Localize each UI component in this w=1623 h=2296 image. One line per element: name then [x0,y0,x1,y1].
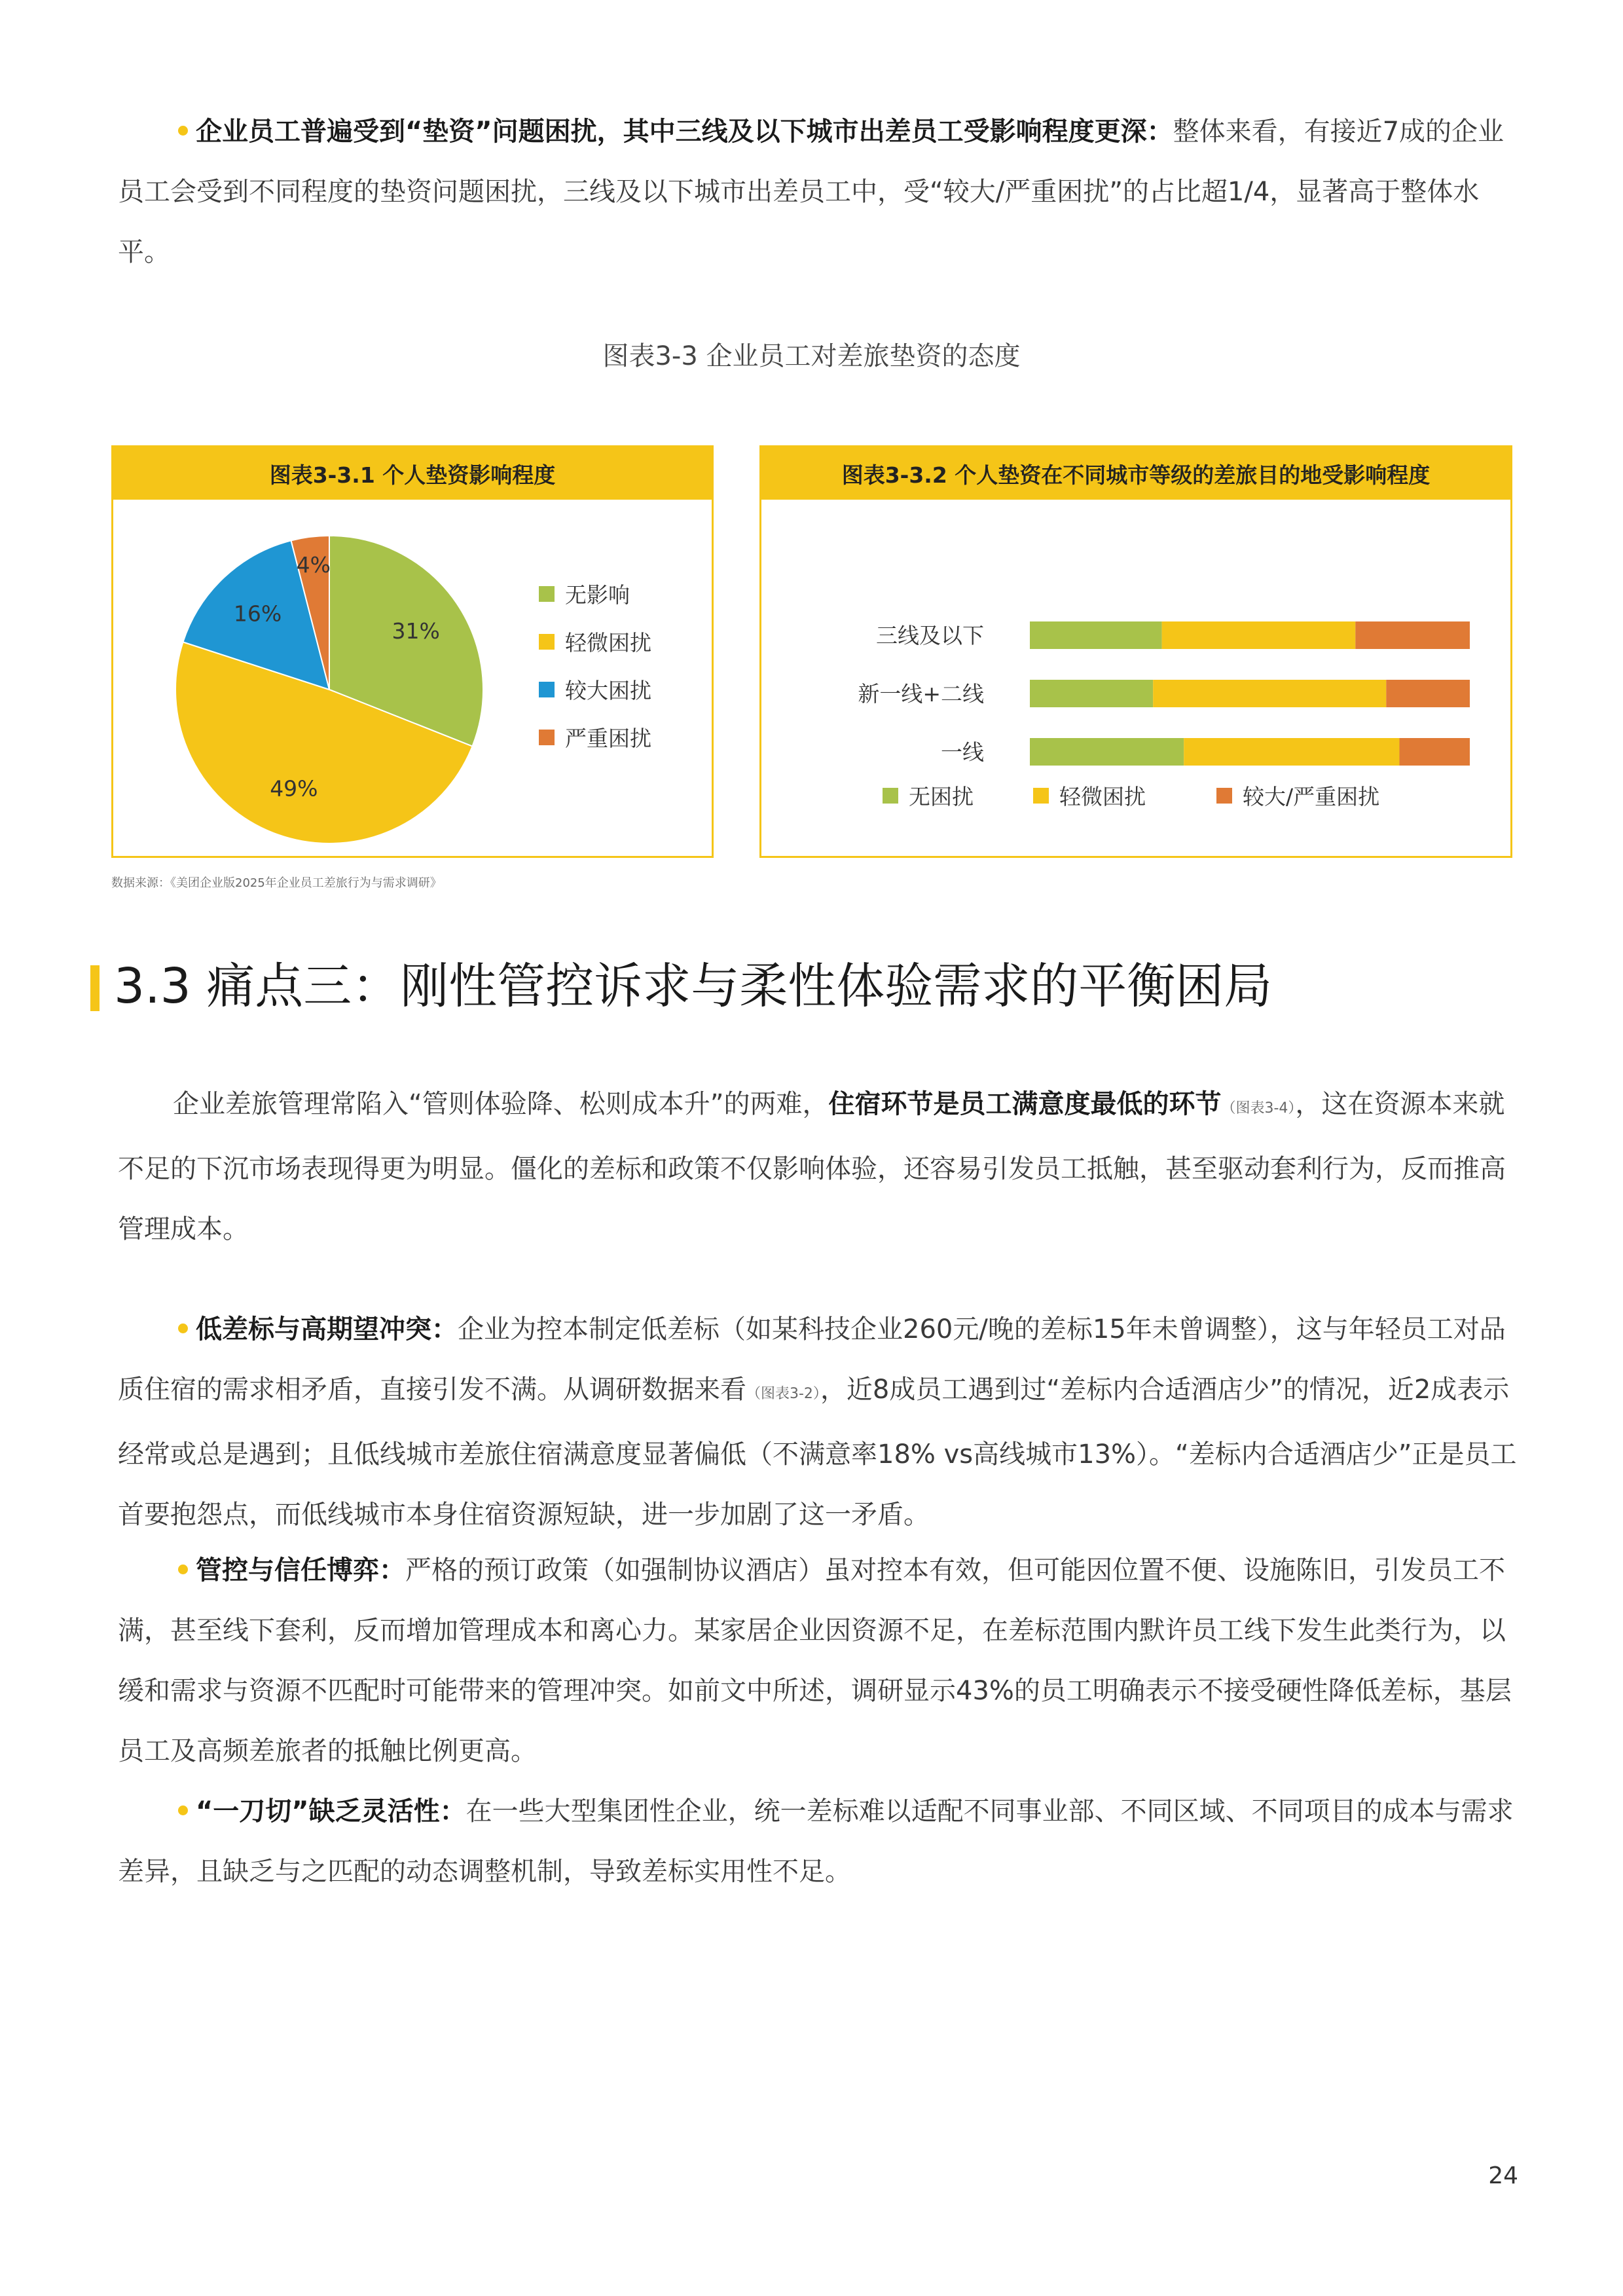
bar-legend-item [883,780,974,811]
legend-label: 轻微困扰 [1059,784,1146,809]
legend-swatch [539,682,555,697]
bullet1-body-b: ，近8成员工遇到过“差标内合适酒店少”的情况，近2成表示经常或总是遇到；且低线城市差旅住宿满意度显著偏低（不满意率18% vs高线城市13%）。“差标内合适酒店少”正是员工首要抱怨点，而低线城市本身住宿资源短缺，进一步加剧了这一矛盾。 [118,1375,1517,1530]
pie-legend-item [539,674,651,705]
page-number: 24 [1488,2162,1518,2189]
legend-label: 轻微困扰 [565,630,651,656]
bar-segment-2-1 [1184,738,1399,766]
bar-segment-2-0 [1030,738,1184,766]
legend-label: 较大/严重困扰 [1243,784,1380,809]
pie-legend-item [539,578,630,609]
legend-label: 无困扰 [909,784,974,809]
bullet-dot [178,1805,188,1815]
bullet2-heading: 管控与信任博弈： [196,1555,405,1585]
pie-slice-label-3: 4% [296,551,331,578]
bullet1-heading: 低差标与高期望冲突： [196,1314,458,1344]
legend-label: 严重困扰 [565,726,651,751]
pie-panel-title: 图表3-3.1 个人垫资影响程度 [113,447,712,500]
intro-heading: 企业员工普遍受到“垫资”问题困扰，其中三线及以下城市出差员工受影响程度更深： [196,117,1173,147]
bar-segment-0-2 [1355,621,1470,649]
bullet1-body-a: 企业为控本制定低差标（如某科技企业260元/晚的差标15年未曾调整），这与年轻员工对品质住宿的需求相矛盾，直接引发不满。从调研数据来看 [118,1314,1506,1405]
bar-panel [759,445,1512,858]
bullet-one-size [118,1781,1519,1902]
bullet-control-trust [118,1540,1519,1781]
pie-slice-label-0: 31% [392,618,440,644]
bullet2-body: 严格的预订政策（如强制协议酒店）虽对控本有效，但可能因位置不便、设施陈旧，引发员工不满，甚至线下套利，反而增加管理成本和离心力。某家居企业因资源不足，在差标范围内默许员工线下发生此类行为，以缓和需求与资源不匹配时可能带来的管理冲突。如前文中所述，调研显示43%的员工明确表示不接受硬性降低差标，基层员工及高频差旅者的抵触比例更高。 [118,1555,1512,1766]
legend-swatch [539,634,555,650]
legend-label: 无影响 [565,582,630,608]
bar-legend-item [1033,780,1146,811]
para1-tail: ，这在资源本来就不足的下沉市场表现得更为明显。僵化的差标和政策不仅影响体验，还容易引发员工抵触，甚至驱动套利行为，反而推高管理成本。 [118,1089,1506,1244]
pie-slice-label-1: 49% [270,775,318,802]
bullet-dot [178,1324,188,1333]
intro-paragraph [118,102,1519,282]
bar-legend-item [1216,780,1379,811]
figure-title: 图表3-3 企业员工对差旅垫资的态度 [602,341,1021,371]
legend-label: 较大困扰 [565,678,651,703]
section-title: 3.3 痛点三：刚性管控诉求与柔性体验需求的平衡困局 [114,958,1273,1014]
bar-panel-title: 图表3-3.2 个人垫资在不同城市等级的差旅目的地受影响程度 [761,447,1510,500]
bullet-low-standard [118,1299,1519,1545]
intro-body: 整体来看，有接近7成的企业员工会受到不同程度的垫资问题困扰，三线及以下城市出差员工中，受“较大/严重困扰”的占比超1/4，显著高于整体水平。 [118,117,1504,267]
bullet1-ref: （图表3-2） [746,1386,820,1402]
bullet-dot [178,126,188,136]
bar-category-label-2: 一线 [941,739,984,765]
pie-slice-label-2: 16% [233,601,282,627]
pie-legend-item [539,722,651,752]
legend-swatch [539,586,555,602]
pie-panel [111,445,714,858]
bar-segment-2-2 [1399,738,1470,766]
legend-swatch [1033,788,1049,804]
bar-segment-1-2 [1386,680,1470,707]
legend-swatch [883,788,898,804]
section-intro-paragraph [118,1074,1519,1259]
bar-segment-0-1 [1162,621,1356,649]
para1-ref: （图表3-4） [1221,1100,1296,1117]
bar-segment-1-1 [1153,680,1386,707]
data-source: 数据来源：《美团企业版2025年企业员工差旅行为与需求调研》 [111,876,442,890]
pie-legend-item [539,626,651,657]
bar-category-label-1: 新一线+二线 [858,681,984,707]
bullet3-heading: “一刀切”缺乏灵活性： [196,1796,466,1826]
para1-lead: 企业差旅管理常陷入“管则体验降、松则成本升”的两难， [173,1089,829,1119]
legend-swatch [1216,788,1232,804]
para1-strong: 住宿环节是员工满意度最低的环节 [828,1089,1222,1119]
bar-segment-1-0 [1030,680,1153,707]
section-accent-bar [90,965,100,1011]
bar-segment-0-0 [1030,621,1162,649]
bullet3-body: 在一些大型集团性企业，统一差标难以适配不同事业部、不同区域、不同项目的成本与需求差异，且缺乏与之匹配的动态调整机制，导致差标实用性不足。 [118,1796,1514,1887]
bar-category-label-0: 三线及以下 [876,623,984,648]
bullet-dot [178,1565,188,1574]
legend-swatch [539,730,555,745]
